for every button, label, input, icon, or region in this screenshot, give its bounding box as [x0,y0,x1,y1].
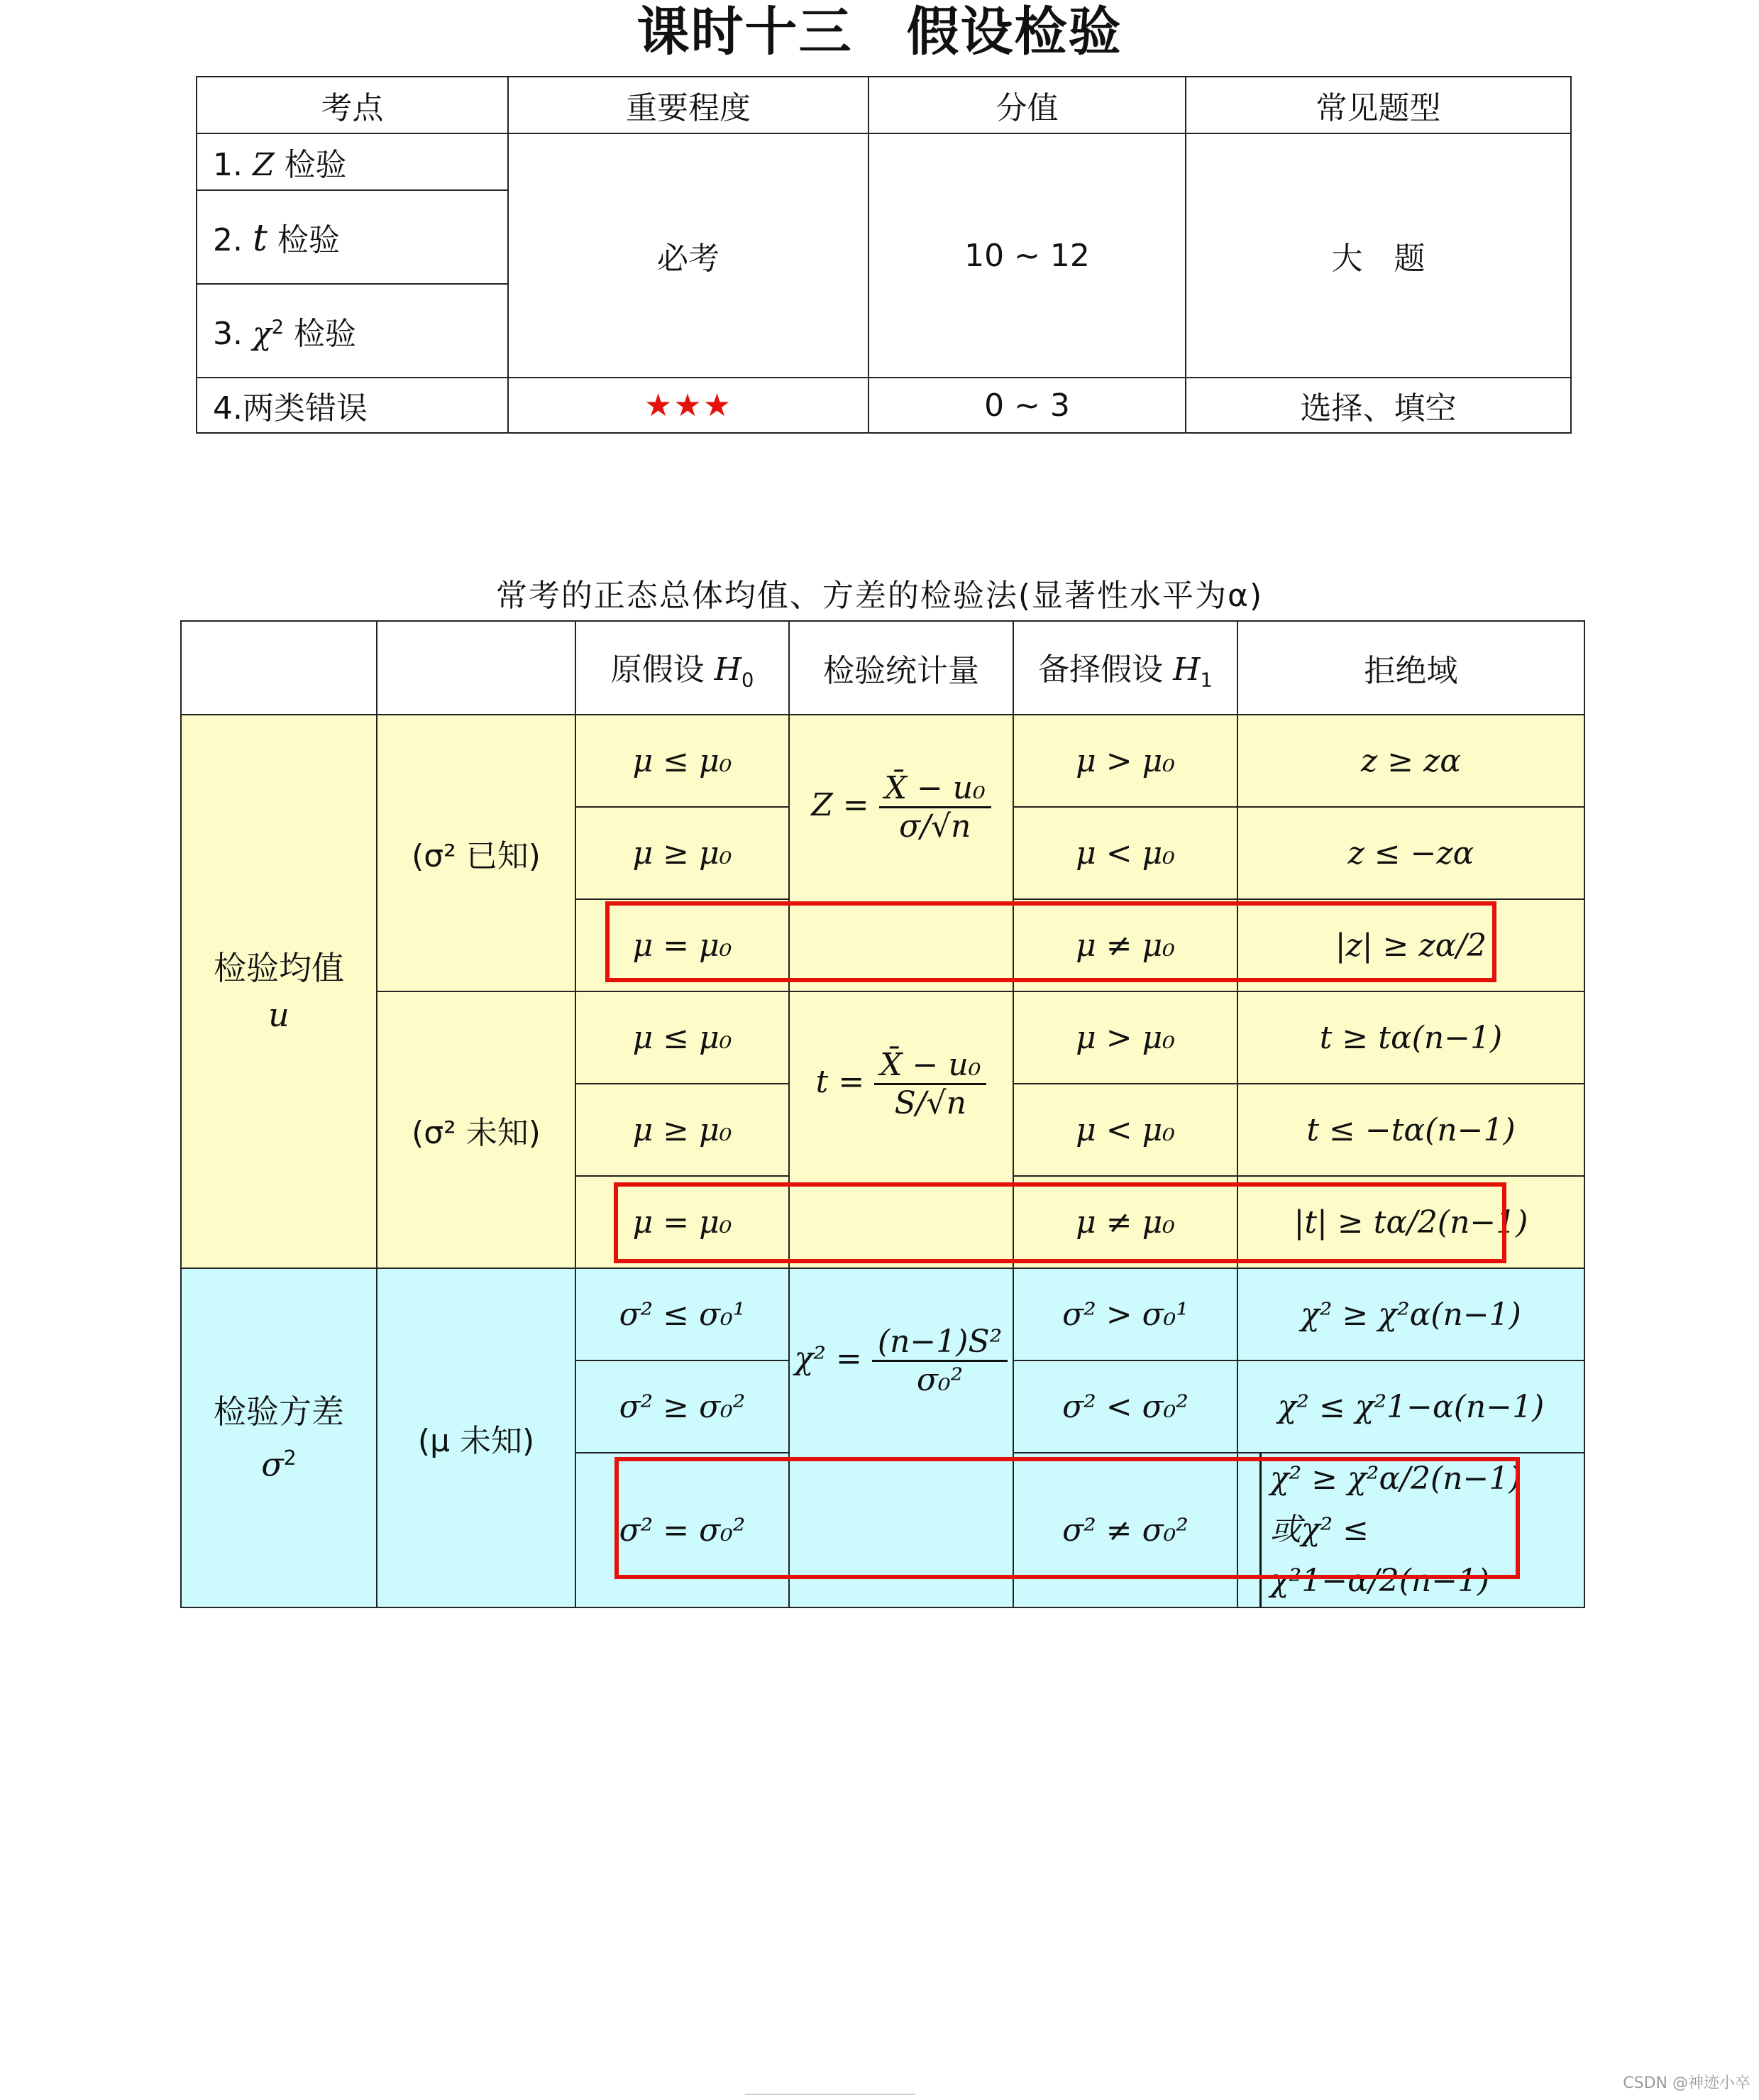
table-row [181,715,1584,807]
header-topic: 考点 [197,77,508,133]
header-type: 常见题型 [1186,77,1571,133]
stat-fraction [874,1047,986,1121]
group-superscript: 2 [283,1446,297,1470]
group-label: 检验方差 [214,1392,344,1431]
highlight-box-t-two-sided [614,1182,1506,1263]
group-symbol: u [268,996,290,1034]
topic-symbol: χ [252,316,272,352]
header-null-hypothesis [575,621,789,715]
topic-label: 检验 [294,316,357,352]
stat-denominator: S/√n [894,1085,966,1121]
header-alt-hypothesis [1013,621,1237,715]
topic-number: 2. [213,222,243,258]
condition-sigma-unknown: (σ² 未知) [377,991,575,1268]
header-score: 分值 [869,77,1186,133]
h0-cell: μ = μ₀ [575,899,789,991]
highlight-box-chi-two-sided [614,1457,1520,1579]
stat-denominator: σ/√n [899,808,971,845]
header-blank-2 [377,621,575,715]
chi-statistic [789,1268,1013,1453]
table-header-row [181,621,1584,715]
variance-test-group [181,1268,377,1607]
header-subscript: 0 [741,669,754,692]
topic-superscript: 2 [271,317,285,339]
region-line-a: χ² ≥ χ²α/2(n−1) [1270,1461,1521,1497]
topic-number: 1. [213,147,243,183]
stat-fraction [872,1324,1008,1398]
topic-label: 检验 [277,222,340,258]
header-symbol: H [1173,652,1201,688]
h0-cell: μ ≥ μ₀ [575,1084,789,1176]
mean-test-group [181,715,377,1268]
h1-cell: μ ≠ μ₀ [1013,899,1237,991]
header-blank-1 [181,621,377,715]
h1-cell: μ ≠ μ₀ [1013,1176,1237,1268]
condition-mu-unknown: (μ 未知) [377,1268,575,1607]
importance-stars: ★★★ [508,378,869,433]
header-rejection-region: 拒绝域 [1237,621,1584,715]
h1-cell: μ > μ₀ [1013,715,1237,807]
topic-two-errors [197,378,508,433]
header-label: 原假设 [610,652,705,688]
h0-cell: μ = μ₀ [575,1176,789,1268]
table-row [181,1268,1584,1360]
region-cell: t ≤ −tα(n−1) [1237,1084,1584,1176]
h0-cell: μ ≤ μ₀ [575,715,789,807]
topic-symbol: Z [252,147,275,183]
header-subscript: 1 [1200,669,1213,692]
topic-chi-test [197,284,508,378]
table-row [197,133,1571,190]
page-title: 课时十三 假设检验 [636,1,1123,62]
group-label: 检验均值 [214,949,344,987]
h1-cell: σ² ≠ σ₀² [1013,1453,1237,1607]
region-cell: z ≥ zα [1237,715,1584,807]
header-importance: 重要程度 [508,77,869,133]
highlight-box-z-two-sided [605,901,1496,982]
score-main: 10 ~ 12 [869,133,1186,378]
h0-cell: μ ≤ μ₀ [575,991,789,1084]
score-errors: 0 ~ 3 [869,378,1186,433]
table-header-row [197,77,1571,133]
z-statistic [789,715,1013,899]
h1-cell: μ > μ₀ [1013,991,1237,1084]
table-caption: 常考的正态总体均值、方差的检验法(显著性水平为α) [495,578,1264,614]
h1-cell: σ² < σ₀² [1013,1360,1237,1453]
table-row [181,991,1584,1084]
h0-cell: σ² ≤ σ₀¹ [575,1268,789,1360]
region-cell: |t| ≥ tα/2(n−1) [1237,1176,1584,1268]
stat-lhs: Z = [811,787,869,823]
h1-cell: μ < μ₀ [1013,1084,1237,1176]
stat-numerator: (n−1)S² [872,1324,1008,1362]
region-cell: t ≥ tα(n−1) [1237,991,1584,1084]
table-row [197,378,1571,433]
topic-z-test [197,133,508,190]
header-symbol: H [714,652,741,688]
condition-sigma-known: (σ² 已知) [377,715,575,991]
topic-t-test [197,190,508,284]
topic-label: 检验 [284,147,347,183]
type-errors: 选择、填空 [1186,378,1571,433]
topic-label: 两类错误 [242,390,368,427]
stat-numerator: X̄ − u₀ [874,1047,986,1085]
watermark: CSDN @神迹小卒 [1623,2074,1750,2092]
header-test-statistic: 检验统计量 [789,621,1013,715]
group-symbol: σ [261,1445,284,1484]
importance-required: 必考 [508,133,869,378]
topic-number: 3. [213,316,243,352]
region-cell: |z| ≥ zα/2 [1237,899,1584,991]
stat-lhs: t = [815,1064,865,1100]
stat-denominator: σ₀² [916,1362,964,1398]
h1-cell: σ² > σ₀¹ [1013,1268,1237,1360]
h0-cell: σ² = σ₀² [575,1453,789,1607]
stat-fraction [879,770,991,845]
h0-cell: σ² ≥ σ₀² [575,1360,789,1453]
region-cell: χ² ≥ χ²α(n−1) [1237,1268,1584,1360]
exam-points-table [196,76,1572,434]
topic-symbol: t [252,217,268,260]
stat-lhs: χ² = [794,1341,862,1377]
h1-cell: μ < μ₀ [1013,807,1237,899]
header-label: 备择假设 [1038,652,1164,688]
h0-cell: μ ≥ μ₀ [575,807,789,899]
page-divider [745,2094,915,2100]
region-line-b: 或χ² ≤ χ²1−α/2(n−1) [1270,1512,1490,1599]
t-statistic [789,991,1013,1176]
topic-number: 4. [213,390,243,427]
region-cell: χ² ≤ χ²1−α(n−1) [1237,1360,1584,1453]
stat-numerator: X̄ − u₀ [879,770,991,808]
region-cell: z ≤ −zα [1237,807,1584,899]
type-main: 大 题 [1186,133,1571,378]
